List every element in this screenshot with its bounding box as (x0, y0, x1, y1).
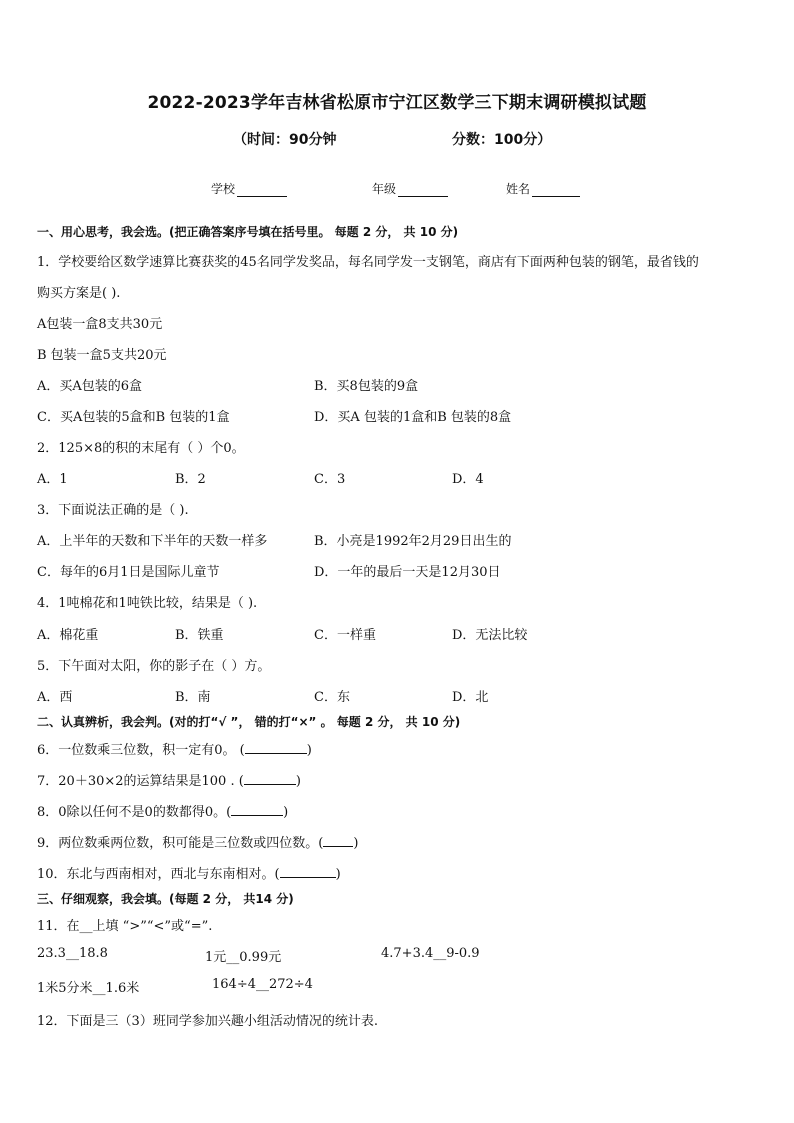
q1-option-b[interactable]: B．买8包装的9盒 (314, 379, 419, 394)
q1-option-c[interactable]: C．买A包装的5盒和B 包装的1盒 (37, 410, 230, 425)
q11-item-d[interactable]: 1米5分米__1.6米 (37, 981, 140, 996)
q4-option-c[interactable]: C．一样重 (314, 628, 376, 643)
q11-item-e[interactable]: 164÷4__272÷4 (212, 977, 313, 992)
grade-blank[interactable] (398, 183, 448, 197)
q1-pack-a: A包装一盒8支共30元 (37, 317, 163, 332)
name-blank[interactable] (532, 183, 580, 197)
q3-stem: 3．下面说法正确的是（ ). (37, 503, 189, 518)
q8-stem: 8．0除以任何不是0的数都得0。( (37, 805, 232, 820)
grade-label: 年级 (372, 182, 397, 196)
q4-option-a[interactable]: A．棉花重 (37, 628, 99, 643)
q12-stem: 12．下面是三（3）班同学参加兴趣小组活动情况的统计表. (37, 1014, 378, 1029)
q10-row (37, 863, 341, 882)
total-score: 分数：100分） (452, 132, 552, 148)
q1-option-d[interactable]: D．买A 包装的1盒和B 包装的8盒 (314, 410, 512, 425)
school-field[interactable] (211, 180, 287, 197)
q11-item-a[interactable]: 23.3__18.8 (37, 946, 108, 961)
q1-stem-line2: 购买方案是( ). (37, 286, 121, 301)
q1-stem-line1: 1．学校要给区数学速算比赛获奖的45名同学发奖品，每名同学发一支钢笔，商店有下面两种包装的钢笔，最省钱的 (37, 255, 699, 270)
q3-option-b[interactable]: B．小亮是1992年2月29日出生的 (314, 534, 512, 549)
q7-stem: 7．20＋30×2的运算结果是100 . ( (37, 774, 244, 789)
q2-stem: 2．125×8的积的末尾有（ ）个0。 (37, 441, 245, 456)
q1-option-a[interactable]: A．买A包装的6盒 (37, 379, 143, 394)
q2-option-d[interactable]: D．4 (452, 472, 484, 487)
q7-answer-blank[interactable] (244, 772, 296, 785)
q10-close: ) (335, 867, 341, 882)
q6-close: ) (306, 743, 312, 758)
q2-option-a[interactable]: A．1 (37, 472, 68, 487)
section3-heading: 三、仔细观察，我会填。(每题 2 分， 共14 分) (37, 892, 294, 906)
q11-item-b[interactable]: 1元__0.99元 (205, 950, 282, 965)
q2-option-c[interactable]: C．3 (314, 472, 346, 487)
q4-option-d[interactable]: D．无法比较 (452, 628, 528, 643)
q4-option-b[interactable]: B．铁重 (175, 628, 224, 643)
q7-close: ) (295, 774, 301, 789)
q8-close: ) (283, 805, 289, 820)
q6-stem: 6．一位数乘三位数，积一定有0。 ( (37, 743, 245, 758)
school-label: 学校 (211, 182, 236, 196)
q8-row (37, 801, 288, 820)
q5-option-b[interactable]: B．南 (175, 690, 211, 705)
q9-close: ) (353, 836, 359, 851)
exam-title: 2022-2023学年吉林省松原市宁江区数学三下期末调研模拟试题 (147, 93, 647, 113)
name-label: 姓名 (506, 182, 531, 196)
q5-option-a[interactable]: A．西 (37, 690, 73, 705)
q1-pack-b: B 包装一盒5支共20元 (37, 348, 167, 363)
q9-answer-blank[interactable] (323, 834, 353, 847)
grade-field[interactable] (372, 180, 448, 197)
section1-heading: 一、用心思考，我会选。(把正确答案序号填在括号里。 每题 2 分， 共 10 分) (37, 225, 459, 239)
name-field[interactable] (506, 180, 580, 197)
q10-stem: 10．东北与西南相对，西北与东南相对。( (37, 867, 280, 882)
q11-stem: 11．在__上填 “>”“<”或“=”. (37, 919, 213, 934)
q3-option-c[interactable]: C．每年的6月1日是国际儿童节 (37, 565, 220, 580)
q5-option-c[interactable]: C．东 (314, 690, 350, 705)
q3-option-a[interactable]: A．上半年的天数和下半年的天数一样多 (37, 534, 268, 549)
q5-option-d[interactable]: D．北 (452, 690, 489, 705)
section2-heading: 二、认真辨析，我会判。(对的打“√ ”， 错的打“×” 。 每题 2 分， 共 10 分) (37, 715, 461, 729)
q9-row (37, 832, 358, 851)
q5-stem: 5．下午面对太阳，你的影子在（ ）方。 (37, 659, 271, 674)
q6-row (37, 739, 312, 758)
q7-row (37, 770, 301, 789)
school-blank[interactable] (237, 183, 287, 197)
q2-option-b[interactable]: B．2 (175, 472, 206, 487)
q3-option-d[interactable]: D．一年的最后一天是12月30日 (314, 565, 501, 580)
time-limit: （时间：90分钟 (233, 132, 337, 148)
q4-stem: 4．1吨棉花和1吨铁比较，结果是（ ). (37, 596, 258, 611)
q8-answer-blank[interactable] (231, 803, 283, 816)
q10-answer-blank[interactable] (280, 865, 336, 878)
q11-item-c[interactable]: 4.7+3.4__9-0.9 (381, 946, 480, 961)
q9-stem: 9．两位数乘两位数，积可能是三位数或四位数。( (37, 836, 324, 851)
q6-answer-blank[interactable] (245, 741, 307, 754)
